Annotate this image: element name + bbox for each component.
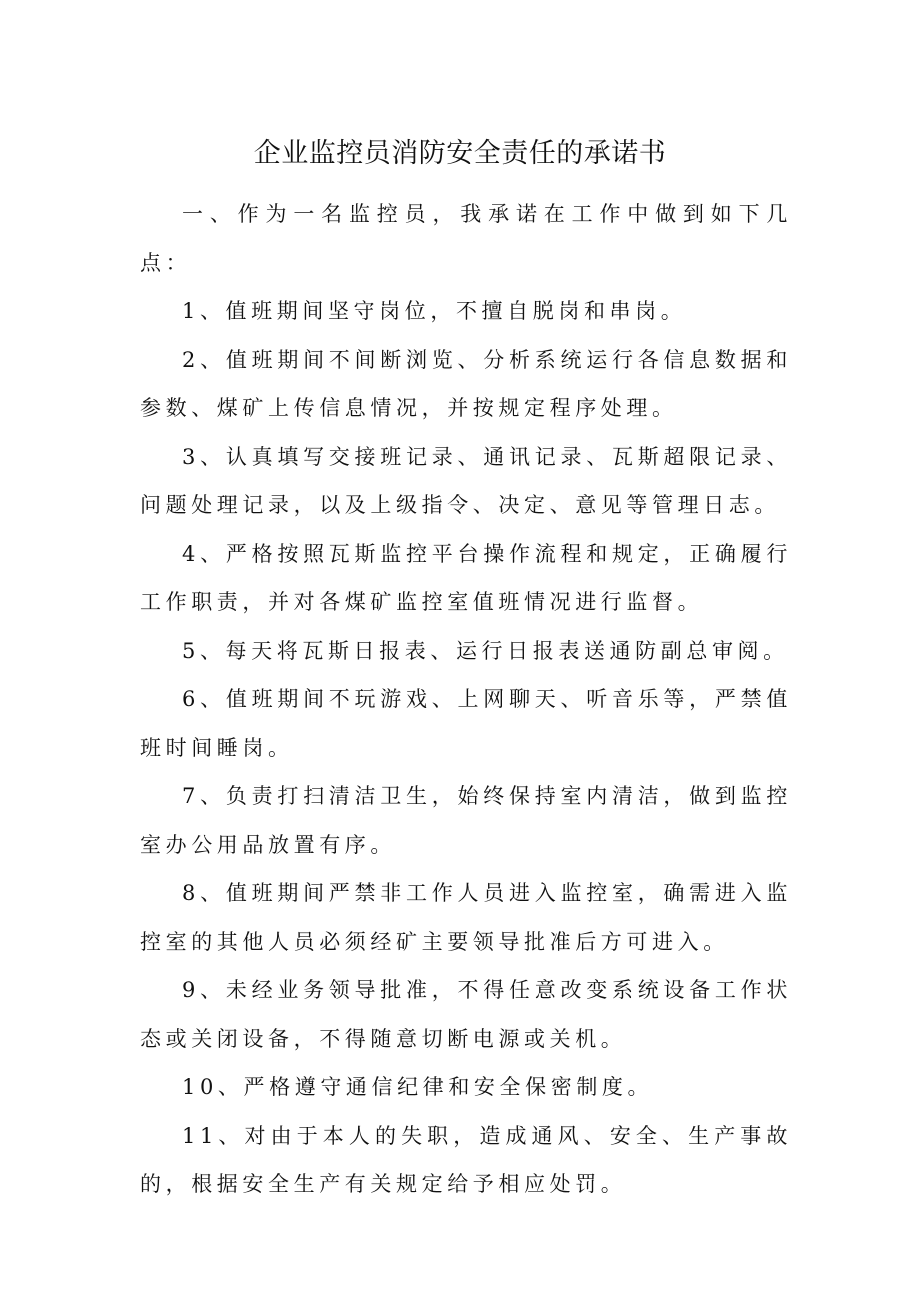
commitment-item-4: 4、严格按照瓦斯监控平台操作流程和规定，正确履行工作职责，并对各煤矿监控室值班情况进行监督。: [140, 541, 792, 614]
document-title: 企业监控员消防安全责任的承诺书: [253, 138, 667, 169]
commitment-item-11: 11、对由于本人的失职，造成通风、安全、生产事故的，根据安全生产有关规定给予相应处罚。: [140, 1123, 792, 1196]
commitment-item-2: 2、值班期间不间断浏览、分析系统运行各信息数据和参数、煤矿上传信息情况，并按规定程序处理。: [140, 347, 792, 420]
commitment-item-1: 1、值班期间坚守岗位，不擅自脱岗和串岗。: [182, 299, 687, 323]
commitment-item-8: 8、值班期间严禁非工作人员进入监控室，确需进入监控室的其他人员必须经矿主要领导批准后方可进入。: [140, 881, 792, 954]
document-body: [140, 190, 792, 1209]
commitment-item-3: 3、认真填写交接班记录、通讯记录、瓦斯超限记录、问题处理记录，以及上级指令、决定、意见等管理日志。: [140, 444, 792, 517]
intro-paragraph: 一、作为一名监控员，我承诺在工作中做到如下几点：: [140, 202, 792, 275]
commitment-item-6: 6、值班期间不玩游戏、上网聊天、听音乐等，严禁值班时间睡岗。: [140, 687, 792, 760]
commitment-item-10: 10、严格遵守通信纪律和安全保密制度。: [182, 1075, 654, 1099]
commitment-item-9: 9、未经业务领导批准，不得任意改变系统设备工作状态或关闭设备，不得随意切断电源或关机。: [140, 978, 792, 1051]
commitment-item-5: 5、每天将瓦斯日报表、运行日报表送通防副总审阅。: [182, 638, 789, 663]
commitment-item-7: 7、负责打扫清洁卫生，始终保持室内清洁，做到监控室办公用品放置有序。: [140, 784, 792, 857]
